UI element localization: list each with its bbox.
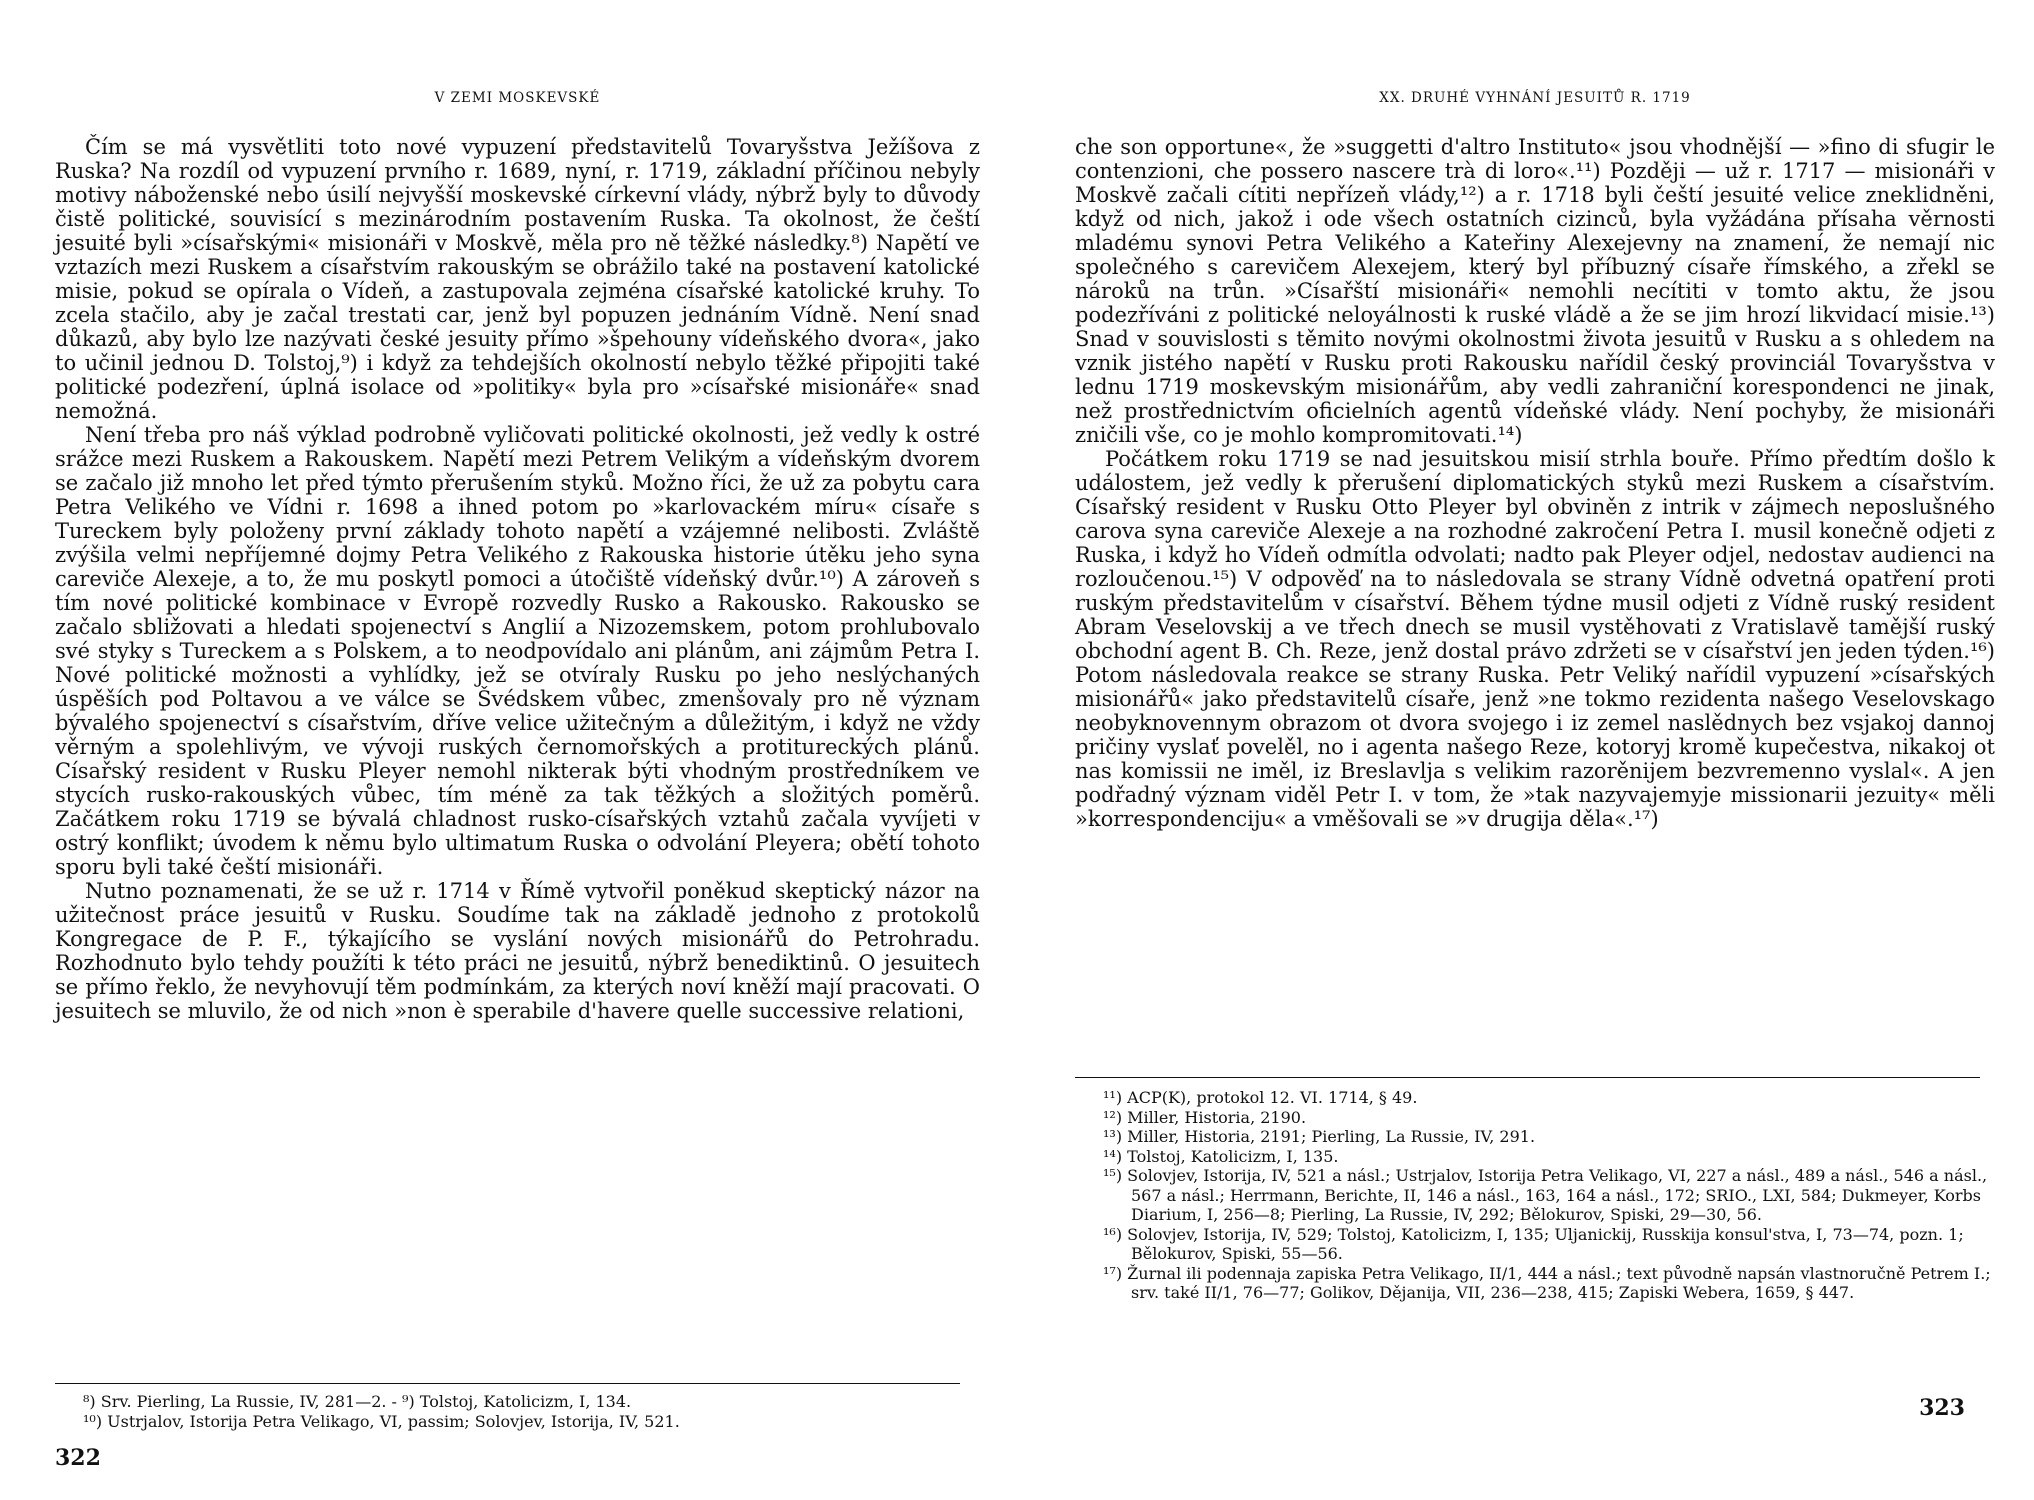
footnote-13: ¹³) Miller, Historia, 2191; Pierling, La Russie, IV, 291. [1103, 1127, 1536, 1146]
left-footnotes [55, 1392, 980, 1431]
left-paragraph-1: Čím se má vysvětliti toto nové vypuzení představitelů Tovaryšstva Ježíšova z Ruska? Na rozdíl od vypuzení prvního r. 1689, nyní, r. 1719, základní příčinou nebyly motivy náboženské nebo úsilí nejvyšší moskevské církevní vlády, nýbrž byly to důvody čistě politické, souvisící s mezinárodním postavením Ruska. Ta okolnost, že čeští jesuité byli »císařskými« misionáři v Moskvě, měla pro ně těžké následky.⁸) Napětí ve vztazích mezi Ruskem a císařstvím rakouským se obrážilo také na postavení katolické misie, pokud se opírala o Vídeň, a zastupovala zejména císařské katolické kruhy. To zcela stačilo, aby je začal trestati car, jenž byl popuzen jednáním Vídně. Není snad důkazů, aby bylo lze nazývati české jesuity přímo »špehouny vídeňského dvora«, jako to učinil jednou D. Tolstoj,⁹) i když za tehdejších okolností nebylo těžké připojiti také politické podezření, úplná isolace od »politiky« byla pro »císařské misionáře« snad nemožná. [55, 135, 980, 423]
footnote-16: ¹⁶) Solovjev, Istorija, IV, 529; Tolstoj, Katolicizm, I, 135; Uljanickij, Russkija konsul'stva, I, 73—74, pozn. 1; Bělokurov, Spiski, 55—56. [1103, 1224, 1964, 1263]
right-page [1075, 0, 1995, 1500]
running-head-right: XX. DRUHÉ VYHNÁNÍ JESUITŮ R. 1719 [1379, 90, 1691, 106]
footnote-17: ¹⁷) Žurnal ili podennaja zapiska Petra Velikago, II/1, 444 a násl.; text původně napsán vlastnoručně Petrem I.; srv. také II/1, 76—77; Golikov, Dějanija, VII, 236—238, 415; Zapiski Webera, 1659, § 447. [1103, 1263, 1991, 1302]
right-paragraph-2: Počátkem roku 1719 se nad jesuitskou misií strhla bouře. Přímo předtím došlo k událostem, jež vedly k přerušení diplomatických styků mezi Ruskem a císařstvím. Císařský resident v Rusku Otto Pleyer byl obviněn z intrik v zájmech neposlušného carova syna careviče Alexeje a na rozhodné zakročení Petra I. musil konečně odjeti z Ruska, i když ho Vídeň odmítla odvolati; nadto pak Pleyer odjel, nedostav audienci na rozloučenou.¹⁵) V odpověď na to následovala se strany Vídně odvetná opatření proti ruským představitelům v císařství. Během týdne musil odjeti z Vídně ruský resident Abram Veselovskij a ve třech dnech se musil vystěhovati z Vratislavě tamější ruský obchodní agent B. Ch. Reze, jenž dostal právo zdržeti se v císařství jen jeden týden.¹⁶) Potom následovala reakce se strany Ruska. Petr Veliký nařídil vypuzení »císařských misionářů« jako představitelů císaře, jenž »ne tokmo rezidenta našego Veselovskago neobyknovennym obrazom ot dvora svojego i iz zemel naslědnych bez vsjakoj dannoj pričiny vyslať povelěl, no i agenta našego Reze, kotoryj kromě kupečestva, nikakoj ot nas komissii ne iměl, iz Breslavlja s velikim razorěnijem bezvremenno vyslal«. A jen podřadný význam viděl Petr I. v tom, že »tak nazyvajemyje missionarii jezuity« měli »korrespondenciju« a vměšovali se »v drugija děla«.¹⁷) [1075, 447, 1995, 831]
left-page [55, 0, 980, 1500]
left-paragraph-3: Nutno poznamenati, že se už r. 1714 v Římě vytvořil poněkud skeptický názor na užitečnost práce jesuitů v Rusku. Soudíme tak na základě jednoho z protokolů Kongregace de P. F., týkajícího se vyslání nových misionářů do Petrohradu. Rozhodnuto bylo tehdy použíti k této práci ne jesuitů, nýbrž benediktinů. O jesuitech se přímo řeklo, že nevyhovují těm podmínkám, za kterých noví kněží mají pracovati. O jesuitech se mluvilo, že od nich »non è sperabile d'havere quelle successive relationi, [55, 879, 980, 1023]
left-body-text [55, 135, 980, 1023]
footnote-15: ¹⁵) Solovjev, Istorija, IV, 521 a násl.; Ustrjalov, Istorija Petra Velikago, VI, 227 a násl., 489 a násl., 546 a násl., 567 a násl.; Herrmann, Berichte, II, 146 a násl., 163, 164 a násl., 172; SRIO., LXI, 584; Dukmeyer, Korbs Diarium, I, 256—8; Pierling, La Russie, IV, 292; Bělokurov, Spiski, 29—30, 56. [1103, 1166, 1988, 1224]
footnote-8-9: ⁸) Srv. Pierling, La Russie, IV, 281—2. - ⁹) Tolstoj, Katolicizm, I, 134. [83, 1392, 632, 1411]
left-paragraph-2: Není třeba pro náš výklad podrobně vyličovati politické okolnosti, jež vedly k ostré srážce mezi Ruskem a Rakouskem. Napětí mezi Petrem Velikým a vídeňským dvorem se začalo již mnoho let před týmto přerušením styků. Možno říci, že už za pobytu cara Petra Velikého ve Vídni r. 1698 a ihned potom po »karlovackém míru« císaře s Tureckem byly položeny první základy tohoto napětí a vzájemné nelibosti. Zvláště zvýšila velmi nepříjemné dojmy Petra Velikého z Rakouska historie útěku jeho syna careviče Alexeje, a to, že mu poskytl pomoci a útočiště vídeňský dvůr.¹⁰) A zároveň s tím nové politické kombinace v Evropě rozvedly Rusko a Rakousko. Rakousko se začalo sbližovati a hledati spojenectví s Anglií a Nizozemskem, potom prohlubovalo své styky s Tureckem a s Polskem, a to neodpovídalo ani plánům, ani zájmům Petra I. Nové politické možnosti a vyhlídky, jež se otvíraly Rusku po jeho neslýchaných úspěších pod Poltavou a ve válce se Švédskem vůbec, zmenšovaly pro ně význam bývalého spojenectví s císařstvím, dříve velice užitečným a důležitým, i když ne vždy věrným a spolehlivým, ve vývoji ruských černomořských a protitureckých plánů. Císařský resident v Rusku Pleyer nemohl nikterak býti vhodným prostředníkem ve stycích rusko-rakouských vůbec, tím méně za tak těžkých a složitých poměrů. Začátkem roku 1719 se bývalá chladnost rusko-císařských vztahů začala vyvíjeti v ostrý konflikt; úvodem k němu bylo ultimatum Ruska o odvolání Pleyera; obětí tohoto sporu byli také čeští misionáři. [55, 423, 980, 879]
right-paragraph-1: che son opportune«, že »suggetti d'altro Instituto« jsou vhodnější — »fino di sfugir le contenzioni, che possero nascere trà di loro«.¹¹) Později — už r. 1717 — misionáři v Moskvě začali cítiti nepřízeň vlády,¹²) a r. 1718 byli čeští jesuité velice zneklidněni, když od nich, jakož i ode všech ostatních cizinců, byla vyžádána přísaha věrnosti mladému synovi Petra Velikého a Kateřiny Alexejevny na znamení, že nemají nic společného s carevičem Alexejem, který byl příbuzný císaře římského, a zřekl se nároků na trůn. »Císařští misionáři« nemohli necítiti v tomto aktu, že jsou podezříváni z politické neloyálnosti k ruské vládě a že se jim hrozí likvidací misie.¹³) Snad v souvislosti s těmito novými okolnostmi života jesuitů v Rusku a s ohledem na vznik jistého napětí v Rusku proti Rakousku nařídil český provinciál Tovaryšstva v lednu 1719 moskevským misionářům, aby vedli zahraniční korespondenci ne jinak, než prostřednictvím oficielních agentů vídeňské vlády. Není pochyby, že misionáři zničili vše, co je mohlo kompromitovati.¹⁴) [1075, 135, 1995, 447]
page-number-left: 322 [55, 1445, 101, 1471]
page-number-right: 323 [1919, 1395, 1965, 1421]
footnote-12: ¹²) Miller, Historia, 2190. [1103, 1107, 1307, 1127]
right-body-text [1075, 135, 1995, 831]
running-head-left: V ZEMI MOSKEVSKÉ [434, 90, 601, 106]
footnote-11: ¹¹) ACP(K), protokol 12. VI. 1714, § 49. [1103, 1088, 1418, 1107]
right-footnotes [1075, 1088, 1995, 1303]
footnote-14: ¹⁴) Tolstoj, Katolicizm, I, 135. [1103, 1146, 1339, 1166]
footnote-10: ¹⁰) Ustrjalov, Istorija Petra Velikago, VI, passim; Solovjev, Istorija, IV, 521. [83, 1411, 680, 1431]
footnote-rule-left [55, 1383, 960, 1384]
footnote-rule-right [1075, 1077, 1980, 1078]
